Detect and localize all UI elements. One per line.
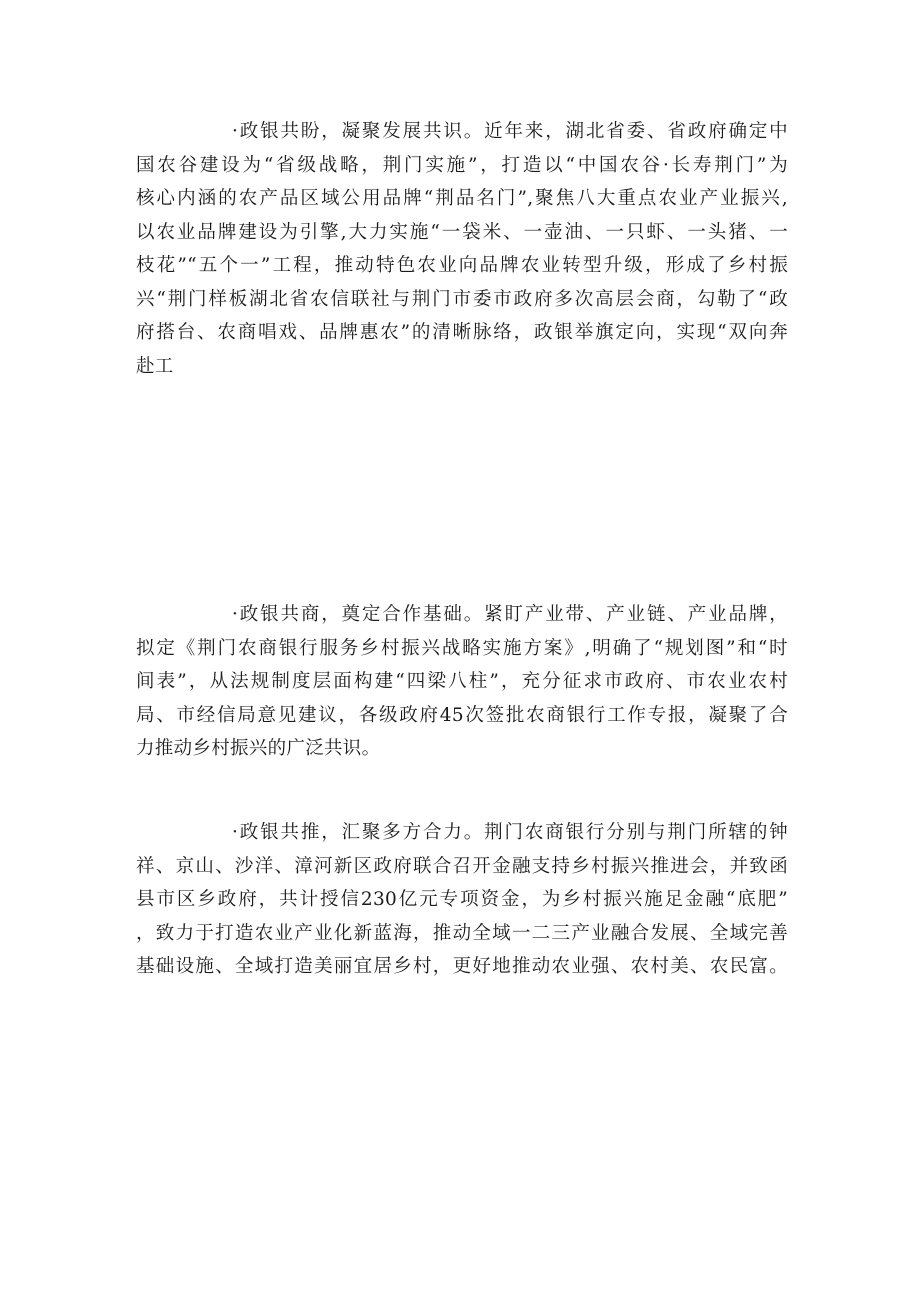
paragraph-line: ·政银共盼，凝聚发展共识。近年来，湖北省委、省政府确定中	[232, 121, 788, 142]
paragraph-line: 国农谷建设为“省级战略，荆门实施”，打造以“中国农谷·长寿荆门”为	[136, 154, 788, 176]
paragraph-line: 基础设施、全域打造美丽宜居乡村，更好地推动农业强、农村美、农民富。	[136, 956, 788, 977]
paragraph-line: 府搭台、农商唱戏、品牌惠农”的清晰脉络，政银举旗定向，实现“双向奔	[136, 322, 788, 343]
paragraph-government-bank-consult	[136, 598, 788, 766]
paragraph-line: 枝花”“五个一”工程，推动特色农业向品牌农业转型升级，形成了乡村振	[136, 255, 788, 276]
paragraph-line: 局、市经信局意见建议，各级政府45次签批农商银行工作专报，凝聚了合	[136, 704, 788, 726]
paragraph-line: 赴工	[136, 355, 174, 377]
paragraph-line: ·政银共推，汇聚多方合力。荆门农商银行分别与荆门所辖的钟	[232, 822, 788, 843]
paragraph-line: 兴“荆门样板湖北省农信联社与荆门市委市政府多次高层会商，勾勒了“政	[136, 288, 788, 310]
paragraph-line: ，致力于打造农业产业化新蓝海，推动全域一二三产业融合发展、全域完善	[136, 922, 788, 944]
paragraph-line: 力推动乡村振兴的广泛共识。	[136, 738, 381, 759]
paragraph-line: 间表”，从法规制度层面构建“四梁八柱”，充分征求市政府、市农业农村	[136, 671, 788, 692]
paragraph-line: ·政银共商，奠定合作基础。紧盯产业带、产业链、产业品牌，	[232, 604, 788, 625]
paragraph-government-bank-promote	[136, 816, 788, 984]
paragraph-line: 以农业品牌建设为引擎,大力实施“一袋米、一壶油、一只虾、一头猪、一	[136, 221, 788, 243]
paragraph-line: 县市区乡政府，共计授信230亿元专项资金，为乡村振兴施足金融“底肥”	[136, 889, 788, 910]
paragraph-line: 拟定《荆门农商银行服务乡村振兴战略实施方案》,明确了“规划图”和“时	[136, 637, 788, 659]
paragraph-line: 核心内涵的农产品区域公用品牌“荆品名门”,聚焦八大重点农业产业振兴,	[136, 188, 788, 209]
paragraph-government-bank-hopes	[136, 115, 788, 383]
paragraph-line: 祥、京山、沙洋、漳河新区政府联合召开金融支持乡村振兴推进会，并致函	[136, 855, 788, 877]
